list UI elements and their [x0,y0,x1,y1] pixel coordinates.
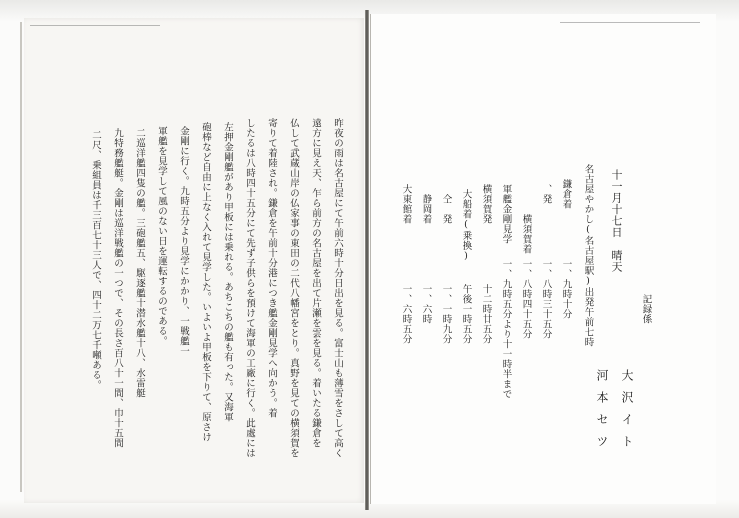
left-line-7: 砲棒など自由に上なく入れて見学した。いよいよ甲板を下りて、原さけ [200,122,211,442]
station-name: 大船着(乗換) [460,189,472,262]
left-line-1: 昨夜の雨は名古屋にて午前六時十分日出を見る。富士山も薄雪をさして高く [332,118,343,458]
left-line-2: 遠方に見え天、乍ら前方の名古屋を出て片瀬を雲を見る。着いたる鎌倉を [310,118,321,448]
scan-mark [30,25,160,26]
recorder-name: 大沢イト [620,369,634,457]
station-time: 一、九時五分より十一時半まで [500,259,512,399]
station-time: 一、一時九分 [440,284,452,344]
intro-line: 名古屋やかし(名古屋駅)出発午前七時 [582,164,594,347]
station-name: 、発 [540,184,552,204]
left-line-8: 金剛に行く。九時五分より見学にかかり、一戦艦一 [178,126,189,356]
left-line-6: 左押金剛艦があり甲板には乗れる。あちこちの艦も有った。又海軍 [222,122,233,422]
station-name: 軍艦金剛見学 [500,184,512,244]
station-time: 一、八時四十五分 [520,259,532,339]
left-line-10: 二巡洋艦四隻の艦。三砲艦五、駆逐艦十潜水艦十八、水雷艇 [134,128,145,398]
date-heading: 十一月十七日 晴天 [610,169,623,273]
left-line-9: 軍艦を見学して風のない日を運転するのである。 [156,126,167,346]
left-line-12: 二尺、乗組員は千三百七十三人で、四十二万七千噸ある。 [90,130,101,390]
recorder-label: 記録係 [640,294,652,324]
recorder-name: 河本セツ [595,369,609,457]
station-name: 大東館着 [400,184,412,224]
left-line-3: 仏して武蔵山岸の仏家事の東田の二代八幡宮をとり。真野を見ての横須賀を [288,118,299,458]
station-name: 横須賀着 [520,214,532,254]
station-time: 一、八時三十五分 [540,259,552,339]
left-line-5: したるは八時四十五分にて先ず子供らを預けて海軍の工廠に行く。此處には [244,118,255,458]
page-edge [20,22,22,492]
book-fold [365,10,369,510]
station-time: 十二時廿五分 [480,284,492,344]
station-time: 午後一時五分 [460,284,472,344]
station-name: 静岡着 [420,194,432,224]
scan-mark [560,22,700,23]
station-time: 一、九時十分 [560,259,572,319]
right-page [370,14,716,504]
left-line-11: 九特務艦艇。金剛は巡洋戦艦の一つで、その長さ百八十一間、巾十五間 [112,128,123,448]
station-name: 横須賀発 [480,184,492,224]
station-name: 仝 発 [440,194,452,224]
left-page [24,18,364,503]
station-time: 一、六時 [420,284,432,324]
station-name: 鎌倉着 [560,179,572,209]
left-line-4: 寄りて着陸され。鎌倉を午前十分港につき艦金剛見学へ向かう。着 [266,118,277,418]
station-time: 一、六時五分 [400,284,412,344]
